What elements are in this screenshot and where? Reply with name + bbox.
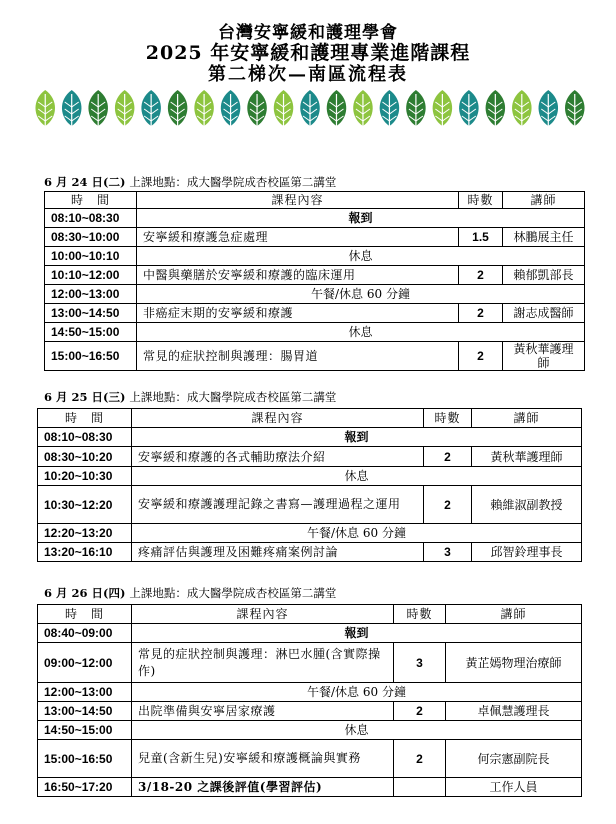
- break-cell: 休息: [137, 247, 585, 266]
- hours-cell: [394, 778, 446, 797]
- day1-schedule-table: [44, 191, 585, 371]
- time-cell: 13:00~14:50: [45, 304, 137, 323]
- break-cell: 午餐/休息 60 分鐘: [132, 683, 582, 702]
- time-cell: 12:20~13:20: [38, 524, 132, 543]
- leaf-icon: [141, 90, 161, 131]
- time-cell: 08:30~10:00: [45, 228, 137, 247]
- time-cell: 12:00~13:00: [45, 285, 137, 304]
- table-header-row: [38, 605, 582, 624]
- table-header-row: [38, 409, 582, 428]
- time-cell: 14:50~15:00: [45, 323, 137, 342]
- leaf-icon: [486, 90, 506, 131]
- day2-date: 6 月 25 日(三): [44, 390, 126, 404]
- table-row: [38, 486, 582, 524]
- leaf-icon: [539, 90, 559, 131]
- content-cell: 3/18-20 之課後評值(學習評估): [132, 778, 394, 797]
- schedule-title: 第二梯次—南區流程表: [208, 64, 408, 85]
- content-cell: 疼痛評估與護理及困難疼痛案例討論: [132, 543, 424, 562]
- time-cell: 08:30~10:20: [38, 447, 132, 467]
- time-cell: 10:20~10:30: [38, 467, 132, 486]
- leaf-icon: [247, 90, 267, 131]
- leaf-icon: [459, 90, 479, 131]
- lecturer-cell: 林鵬展主任: [503, 228, 585, 247]
- lecturer-cell: 賴維淑副教授: [472, 486, 582, 524]
- time-cell: 14:50~15:00: [38, 721, 132, 740]
- table-row: [38, 428, 582, 447]
- table-row: [38, 702, 582, 721]
- leaf-icon: [353, 90, 373, 131]
- col-content: 課程內容: [132, 409, 424, 428]
- break-cell: 休息: [132, 721, 582, 740]
- day3-date: 6 月 26 日(四): [44, 586, 126, 600]
- hours-cell: 2: [459, 304, 503, 323]
- col-hours: 時數: [459, 192, 503, 209]
- hours-cell: 1.5: [459, 228, 503, 247]
- day2-location: 上課地點：成大醫學院成杏校區第二講堂: [129, 390, 337, 404]
- time-cell: 08:40~09:00: [38, 624, 132, 643]
- hours-cell: 2: [424, 486, 472, 524]
- table-row: [38, 447, 582, 467]
- leaf-icon: [327, 90, 347, 131]
- col-lecturer: 講師: [446, 605, 582, 624]
- time-cell: 16:50~17:20: [38, 778, 132, 797]
- content-cell: 安寧緩和療護護理記錄之書寫—護理過程之運用: [132, 486, 424, 524]
- col-content: 課程內容: [132, 605, 394, 624]
- table-row: [38, 643, 582, 683]
- break-cell: 報到: [132, 624, 582, 643]
- table-row: [45, 266, 585, 285]
- col-time: 時 間: [38, 605, 132, 624]
- hours-cell: 2: [394, 702, 446, 721]
- table-row: [38, 778, 582, 797]
- day3-header: [44, 585, 336, 601]
- lecturer-cell: 工作人員: [446, 778, 582, 797]
- day1-location: 上課地點：成大醫學院成杏校區第二講堂: [129, 175, 337, 189]
- leaf-icon: [115, 90, 135, 131]
- lecturer-cell: 何宗憲副院長: [446, 740, 582, 778]
- table-row: [45, 285, 585, 304]
- table-row: [45, 342, 585, 371]
- table-row: [38, 543, 582, 562]
- content-cell: 常見的症狀控制與護理：腸胃道: [137, 342, 459, 371]
- time-cell: 08:10~08:30: [45, 209, 137, 228]
- table-header-row: [45, 192, 585, 209]
- hours-cell: 2: [394, 740, 446, 778]
- col-time: 時 間: [45, 192, 137, 209]
- time-cell: 10:10~12:00: [45, 266, 137, 285]
- table-row: [38, 624, 582, 643]
- lecturer-cell: 黃秋華護理師: [503, 342, 585, 371]
- leaf-icon: [512, 90, 532, 131]
- table-row: [38, 740, 582, 778]
- lecturer-cell: 卓佩慧護理長: [446, 702, 582, 721]
- break-cell: 報到: [137, 209, 585, 228]
- hours-cell: 3: [424, 543, 472, 562]
- table-row: [45, 323, 585, 342]
- leaf-icon: [433, 90, 453, 131]
- lecturer-cell: 謝志成醫師: [503, 304, 585, 323]
- col-time: 時 間: [38, 409, 132, 428]
- content-cell: 兒童(含新生兒)安寧緩和療護概論與實務: [132, 740, 394, 778]
- day2-schedule-table: [37, 408, 582, 562]
- day1-header: [44, 174, 336, 190]
- day3-location: 上課地點：成大醫學院成杏校區第二講堂: [129, 586, 337, 600]
- leaf-icon: [406, 90, 426, 131]
- day3-schedule-table: [37, 604, 582, 797]
- time-cell: 09:00~12:00: [38, 643, 132, 683]
- time-cell: 13:20~16:10: [38, 543, 132, 562]
- break-cell: 午餐/休息 60 分鐘: [137, 285, 585, 304]
- content-cell: 安寧緩和療護急症處理: [137, 228, 459, 247]
- col-lecturer: 講師: [503, 192, 585, 209]
- time-cell: 08:10~08:30: [38, 428, 132, 447]
- hours-cell: 2: [424, 447, 472, 467]
- col-content: 課程內容: [137, 192, 459, 209]
- table-row: [45, 209, 585, 228]
- time-cell: 15:00~16:50: [45, 342, 137, 371]
- leaf-icon: [274, 90, 294, 131]
- leaf-icon: [300, 90, 320, 131]
- table-row: [38, 721, 582, 740]
- day2-header: [44, 389, 336, 405]
- time-cell: 10:30~12:20: [38, 486, 132, 524]
- col-hours: 時數: [424, 409, 472, 428]
- content-cell: 中醫與藥膳於安寧緩和療護的臨床運用: [137, 266, 459, 285]
- day1-date: 6 月 24 日(二): [44, 175, 126, 189]
- time-cell: 12:00~13:00: [38, 683, 132, 702]
- content-cell: 出院準備與安寧居家療護: [132, 702, 394, 721]
- leaf-icon: [565, 90, 585, 131]
- break-cell: 休息: [137, 323, 585, 342]
- col-hours: 時數: [394, 605, 446, 624]
- leaf-icon: [194, 90, 214, 131]
- table-row: [45, 228, 585, 247]
- lecturer-cell: 邱智鈴理事長: [472, 543, 582, 562]
- leaf-icon: [62, 90, 82, 131]
- table-row: [38, 524, 582, 543]
- time-cell: 10:00~10:10: [45, 247, 137, 266]
- table-row: [45, 247, 585, 266]
- hours-cell: 3: [394, 643, 446, 683]
- leaf-icon: [380, 90, 400, 131]
- time-cell: 15:00~16:50: [38, 740, 132, 778]
- content-cell: 非癌症末期的安寧緩和療護: [137, 304, 459, 323]
- lecturer-cell: 黃秋華護理師: [472, 447, 582, 467]
- society-title: 台灣安寧緩和護理學會: [218, 23, 398, 43]
- table-row: [45, 304, 585, 323]
- leaf-icon: [221, 90, 241, 131]
- course-title: 2025 年安寧緩和護理專業進階課程: [145, 42, 471, 64]
- content-cell: 安寧緩和療護的各式輔助療法介紹: [132, 447, 424, 467]
- leaf-icon: [168, 90, 188, 131]
- break-cell: 報到: [132, 428, 582, 447]
- lecturer-cell: 黃芷嫣物理治療師: [446, 643, 582, 683]
- col-lecturer: 講師: [472, 409, 582, 428]
- lecturer-cell: 賴郁凱部長: [503, 266, 585, 285]
- hours-cell: 2: [459, 266, 503, 285]
- time-cell: 13:00~14:50: [38, 702, 132, 721]
- content-cell: 常見的症狀控制與護理：淋巴水腫(含實際操作): [132, 643, 394, 683]
- table-row: [38, 683, 582, 702]
- hours-cell: 2: [459, 342, 503, 371]
- leaf-banner-decoration: [32, 88, 588, 132]
- leaf-icon: [35, 90, 55, 131]
- break-cell: 午餐/休息 60 分鐘: [132, 524, 582, 543]
- break-cell: 休息: [132, 467, 582, 486]
- leaf-icon: [88, 90, 108, 131]
- table-row: [38, 467, 582, 486]
